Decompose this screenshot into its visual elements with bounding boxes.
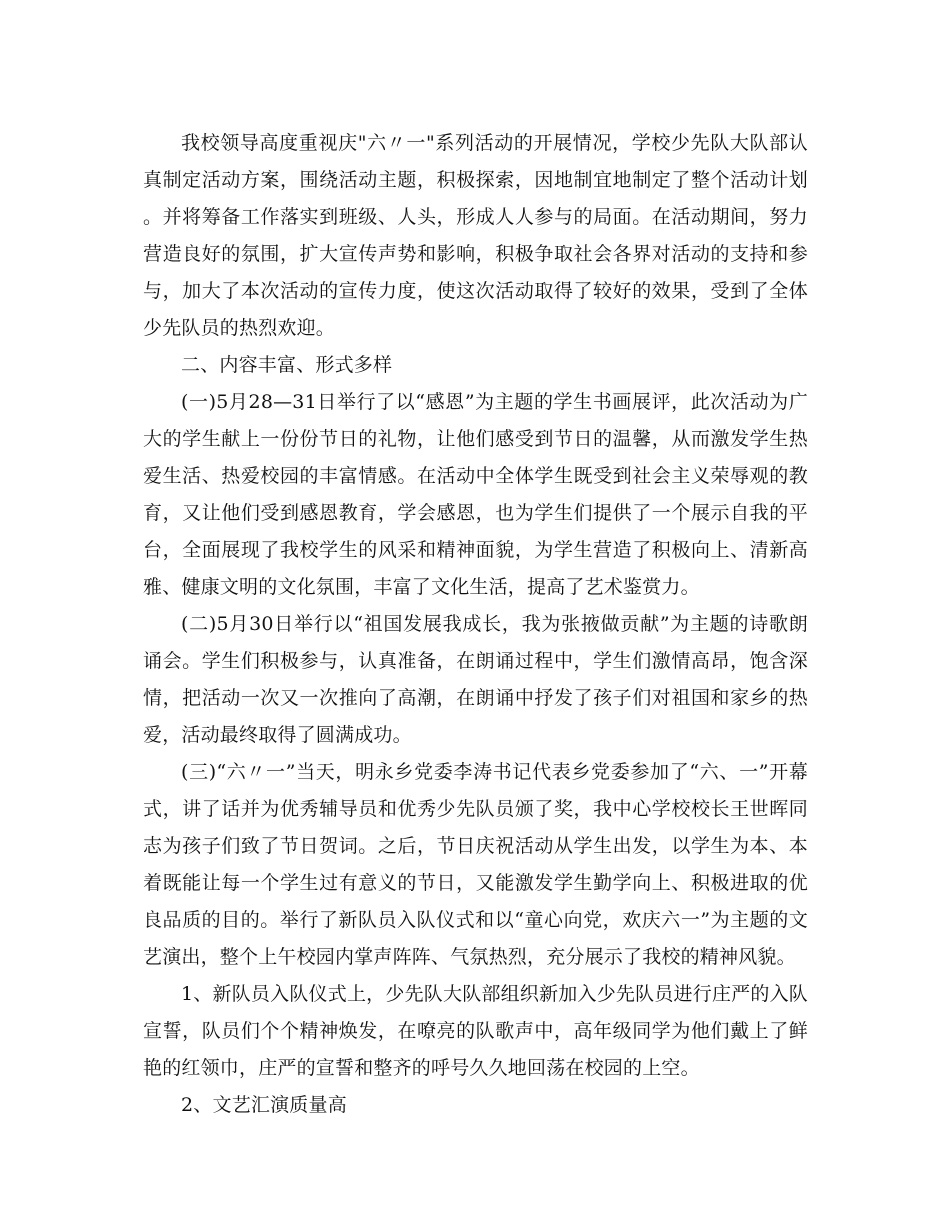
paragraph-item-2: (二)5月30日举行以“祖国发展我成长，我为张掖做贡献”为主题的诗歌朗诵会。学生们积极参与，认真准备，在朗诵过程中，学生们激情高昂，饱含深情，把活动一次又一次推向了高潮，在朗诵中抒发了孩子们对祖国和家乡的热爱，活动最终取得了圆满成功。 [143,613,808,746]
paragraph-item-3: (三)“六〃一”当天，明永乡党委李涛书记代表乡党委参加了“六、一”开幕式，讲了话并为优秀辅导员和优秀少先队员颁了奖，我中心学校校长王世晖同志为孩子们致了节日贺词。之后，节日庆祝活动从学生出发，以学生为本、本着既能让每一个学生过有意义的节日，又能激发学生勤学向上、积极进取的优良品质的目的。举行了新队员入队仪式和以“童心向党，欢庆六一”为主题的文艺演出，整个上午校园内掌声阵阵、气氛热烈，充分展示了我校的精神风貌。 [143,761,808,968]
paragraph-item-1: (一)5月28—31日举行了以“感恩”为主题的学生书画展评，此次活动为广大的学生献上一份份节日的礼物，让他们感受到节日的温馨，从而激发学生热爱生活、热爱校园的丰富情感。在活动中全体学生既受到社会主义荣辱观的教育，又让他们受到感恩教育，学会感恩，也为学生们提供了一个展示自我的平台，全面展现了我校学生的风采和精神面貌，为学生营造了积极向上、清新高雅、健康文明的文化氛围，丰富了文化生活，提高了艺术鉴赏力。 [143,391,808,598]
document-body [143,125,808,1124]
paragraph-subitem-1: 1、新队员入队仪式上，少先队大队部组织新加入少先队员进行庄严的入队宣誓，队员们个个精神焕发，在嘹亮的队歌声中，高年级同学为他们戴上了鲜艳的红领巾，庄严的宣誓和整齐的呼号久久地回荡在校园的上空。 [143,983,808,1079]
paragraph-intro: 我校领导高度重视庆"六〃一"系列活动的开展情况，学校少先队大队部认真制定活动方案，围绕活动主题，积极探索，因地制宜地制定了整个活动计划。并将筹备工作落实到班级、人头，形成人人参与的局面。在活动期间，努力营造良好的氛围，扩大宣传声势和影响，积极争取社会各界对活动的支持和参与，加大了本次活动的宣传力度，使这次活动取得了较好的效果，受到了全体少先队员的热烈欢迎。 [143,132,808,339]
section-heading: 二、内容丰富、形式多样 [181,354,393,376]
paragraph-subitem-2: 2、文艺汇演质量高 [181,1094,347,1116]
